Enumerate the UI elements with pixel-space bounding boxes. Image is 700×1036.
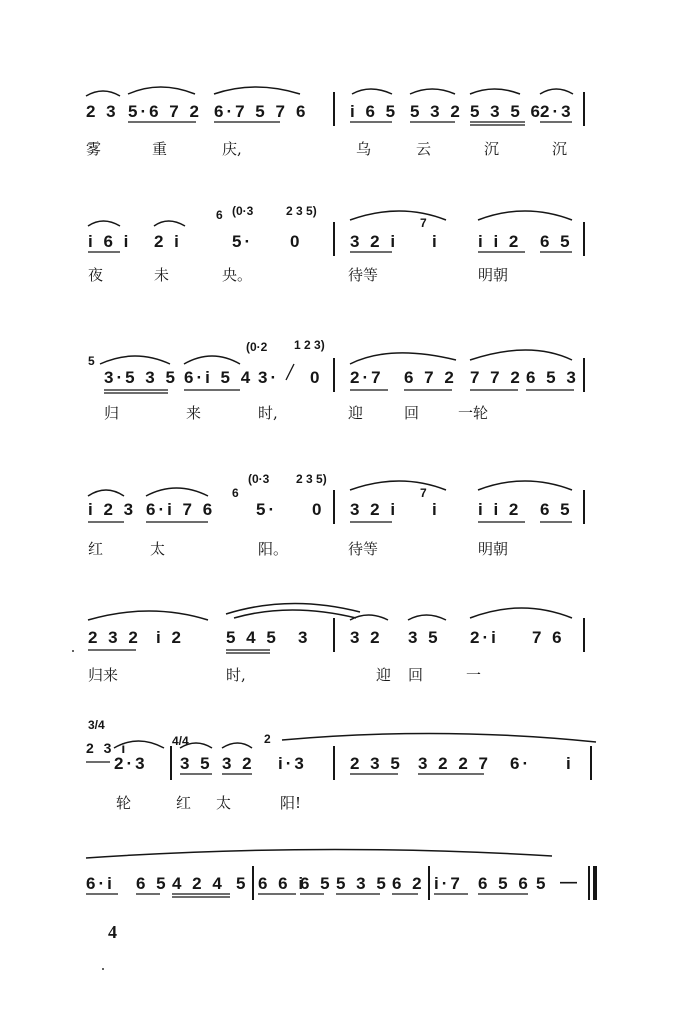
note-group: 3 — [298, 628, 311, 647]
lyric: 重 — [152, 140, 168, 158]
note-group: 6 5 — [540, 232, 573, 251]
note-group: i 6 5 — [350, 102, 399, 121]
note-group: 5· — [256, 500, 278, 519]
note-group: 3 2 2 7 — [418, 754, 491, 773]
note-group: 6·i — [86, 874, 115, 893]
rest-bracket: (0·2 — [246, 340, 268, 354]
lyric: 明朝 — [478, 540, 509, 558]
bar-line — [583, 92, 585, 126]
note-group: i·7 — [434, 874, 463, 893]
lyric: 沉 — [484, 140, 500, 158]
bar-line — [590, 746, 592, 780]
bar-line — [583, 222, 585, 256]
grace-note: 7 — [420, 216, 427, 230]
note-group: 2 3 — [86, 102, 119, 121]
lyric: 夜 — [88, 266, 104, 284]
bar-line — [333, 746, 335, 780]
note-group: 5 — [536, 874, 549, 893]
bar-line — [333, 358, 335, 392]
grace-note: 5 — [88, 354, 95, 368]
note-group: 6 2 — [392, 874, 425, 893]
bar-line — [333, 490, 335, 524]
lyric: 归 — [104, 404, 120, 422]
grace-note: 7 — [420, 486, 427, 500]
lyric: 阳。 — [258, 540, 289, 558]
note-group: 6 6 i — [258, 874, 307, 893]
note-group: i i 2 — [478, 232, 522, 251]
lyric: 太 — [150, 540, 166, 558]
time-signature: 4/4 — [172, 734, 189, 748]
rest-bracket: (0·3 — [232, 204, 254, 218]
note-group: 2·3 — [540, 102, 574, 121]
note-group: 3 2 — [350, 628, 383, 647]
note-group: 5 3 5 — [336, 874, 389, 893]
bar-line — [170, 746, 172, 780]
note-group: 6 — [296, 102, 309, 121]
print-speck — [72, 650, 74, 652]
bar-line — [583, 618, 585, 652]
note-group: 0 — [312, 500, 325, 519]
lyric: 一 — [466, 666, 482, 684]
lyric: 沉 — [552, 140, 568, 158]
bar-line — [333, 618, 335, 652]
lyric: 乌 — [356, 140, 372, 158]
lyric: 央。 — [222, 266, 253, 284]
note-group: 2 3 2 — [88, 628, 141, 647]
note-group: 3·5 3 5 — [104, 368, 178, 387]
note-group: 5·6 7 2 — [128, 102, 202, 121]
lyric: 未 — [154, 266, 170, 284]
note-group: 0 — [290, 232, 303, 251]
lyric: 迎 — [376, 666, 392, 684]
lyric: 雾 — [86, 140, 102, 158]
lyric: 待等 — [348, 540, 379, 558]
print-speck — [102, 968, 104, 970]
note-group: 2·3 — [114, 754, 148, 773]
lyric: 时, — [258, 404, 278, 422]
lyric: 来 — [186, 404, 202, 422]
note-group: i 2 — [156, 628, 184, 647]
note-group: 6 5 — [300, 874, 333, 893]
rest-bracket: 2 3 5) — [286, 204, 317, 218]
note-group: 3 2 — [222, 754, 255, 773]
lyric: 待等 — [348, 266, 379, 284]
note-group: 2 i — [154, 232, 182, 251]
note-group: 6·7 5 7 — [214, 102, 288, 121]
note-group: 7 7 2 — [470, 368, 523, 387]
note-group: 3 2 i — [350, 232, 399, 251]
rest-bracket: 2 3 5) — [296, 472, 327, 486]
lyric: 云 — [416, 140, 432, 158]
lyric: 轮 — [116, 794, 132, 812]
note-group: 3 5 — [180, 754, 213, 773]
note-group: 5 — [236, 874, 249, 893]
note-group: — — [560, 872, 577, 891]
lyric: 阳! — [280, 794, 302, 812]
time-signature: 3/4 — [88, 718, 105, 732]
note-group: 2·7 — [350, 368, 384, 387]
note-group: 7 6 — [532, 628, 565, 647]
lyric: 一轮 — [458, 404, 489, 422]
note-group: 6· — [510, 754, 532, 773]
bar-line — [333, 92, 335, 126]
lyric: 归来 — [88, 666, 119, 684]
note-group: 6 5 6 — [478, 874, 531, 893]
note-group: i — [566, 754, 574, 773]
rest-bracket: 1 2 3) — [294, 338, 325, 352]
note-group: i — [432, 232, 440, 251]
note-group: 2·i — [470, 628, 499, 647]
note-group: 3 5 — [408, 628, 441, 647]
lyric: 红 — [176, 794, 192, 812]
lyric: 迎 — [348, 404, 364, 422]
note-group: 5· — [232, 232, 254, 251]
note-group: 6 5 3 — [526, 368, 579, 387]
note-group: i — [432, 500, 440, 519]
note-group: 2 3 i — [86, 740, 129, 756]
note-group: 0 — [310, 368, 323, 387]
note-group: i 6 i — [88, 232, 132, 251]
bar-line — [583, 358, 585, 392]
note-group: 3· — [258, 368, 280, 387]
note-group: 6·i 5 4 — [184, 368, 254, 387]
page-number: 4 — [108, 922, 117, 942]
lyric: 红 — [88, 540, 104, 558]
grace-note: 6 — [216, 208, 223, 222]
grace-note: 6 — [232, 486, 239, 500]
lyric: 庆, — [222, 140, 242, 158]
lyric: 回 — [404, 404, 420, 422]
grace-note: 2 — [264, 732, 271, 746]
rest-bracket: (0·3 — [248, 472, 270, 486]
note-group: 6 5 — [136, 874, 169, 893]
note-group: 4 2 4 — [172, 874, 225, 893]
note-group: 2 3 5 — [350, 754, 403, 773]
note-group: i i 2 — [478, 500, 522, 519]
final-bar-line-thick — [593, 866, 597, 900]
note-group: 6·i 7 6 — [146, 500, 216, 519]
lyric: 太 — [216, 794, 232, 812]
lyric: 时, — [226, 666, 246, 684]
note-group: 3 2 i — [350, 500, 399, 519]
bar-line — [583, 490, 585, 524]
note-group: 5 4 5 — [226, 628, 279, 647]
bar-line — [428, 866, 430, 900]
note-group: 5 3 2 — [410, 102, 463, 121]
lyric: 明朝 — [478, 266, 509, 284]
final-bar-line-thin — [588, 866, 590, 900]
bar-line — [252, 866, 254, 900]
note-group: i·3 — [278, 754, 307, 773]
note-group: 6 7 2 — [404, 368, 457, 387]
note-group: 6 5 — [540, 500, 573, 519]
note-group: 5 3 5 6 — [470, 102, 543, 121]
lyric: 回 — [408, 666, 424, 684]
note-group: i 2 3 — [88, 500, 137, 519]
bar-line — [333, 222, 335, 256]
